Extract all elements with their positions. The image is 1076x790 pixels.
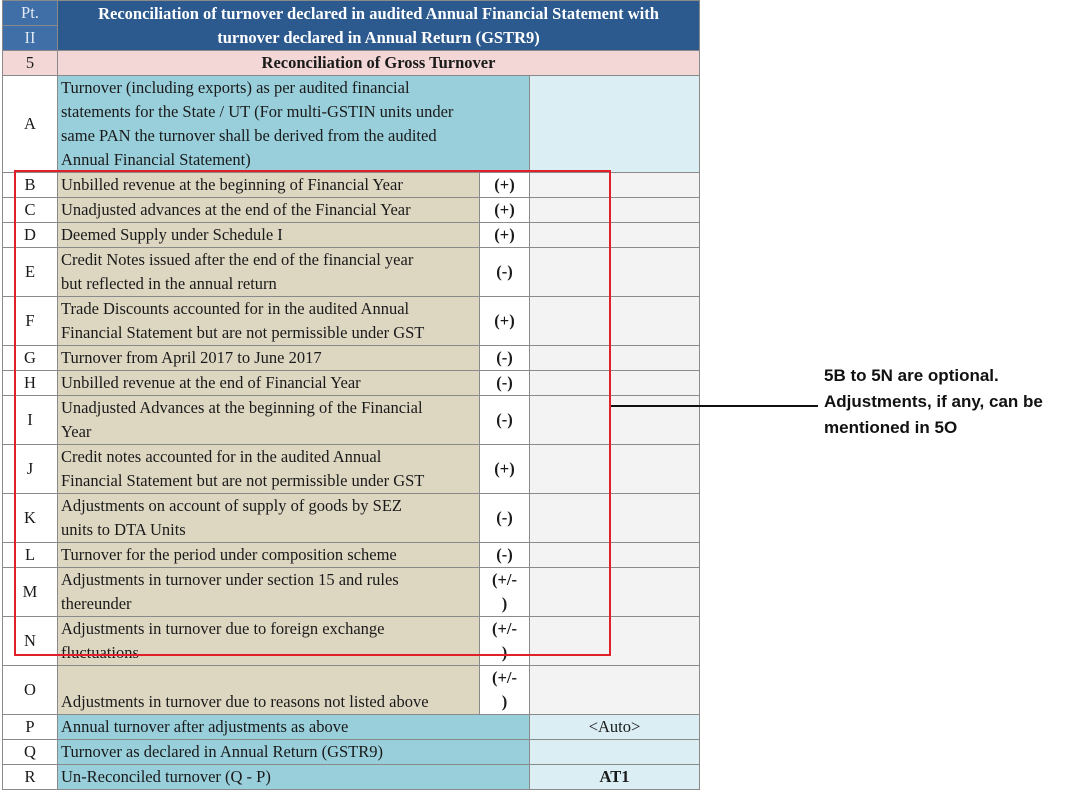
adjustment-sign: (-): [480, 371, 530, 396]
row-description-line: fluctuations: [61, 643, 139, 662]
row-description-line: Turnover from April 2017 to June 2017: [61, 348, 322, 367]
adjustment-sign: (+): [480, 173, 530, 198]
adjustment-sign: [480, 617, 530, 666]
row-letter: P: [3, 715, 58, 740]
row-value-input[interactable]: [530, 371, 700, 396]
row-letter: R: [3, 765, 58, 790]
row-description: [58, 617, 480, 666]
section-row: [3, 51, 700, 76]
pt-label: Pt.: [3, 1, 58, 26]
table-row-r: [3, 765, 700, 790]
row-description-line: Unbilled revenue at the beginning of Financial Year: [61, 175, 403, 194]
table-title: [58, 1, 700, 51]
optional-rows-note: [824, 363, 1076, 441]
table-row-b: [3, 173, 700, 198]
annotation-leader-line: [611, 405, 818, 407]
row-value[interactable]: [530, 740, 700, 765]
row-description-line: Adjustments in turnover due to foreign exchange: [61, 619, 385, 638]
row-description-line: Credit Notes issued after the end of the financial year: [61, 250, 414, 269]
table-row-f: [3, 297, 700, 346]
gross-turnover-reconciliation-table: [2, 0, 700, 790]
row-description: [58, 346, 480, 371]
row-description: [58, 445, 480, 494]
row-description: [58, 494, 480, 543]
table-row-h: [3, 371, 700, 396]
row-description: [58, 371, 480, 396]
row-description-line: units to DTA Units: [61, 520, 186, 539]
adjustment-sign: (+): [480, 223, 530, 248]
row-letter: C: [3, 198, 58, 223]
row-letter: A: [3, 76, 58, 173]
row-letter: I: [3, 396, 58, 445]
row-description: [58, 568, 480, 617]
row-value-input[interactable]: [530, 543, 700, 568]
row-letter: L: [3, 543, 58, 568]
row-description: [58, 223, 480, 248]
row-description-line: Turnover for the period under composition scheme: [61, 545, 397, 564]
row-description-line: Unadjusted advances at the end of the Financial Year: [61, 200, 411, 219]
adjustment-sign: (-): [480, 494, 530, 543]
row-description-line: Unbilled revenue at the end of Financial Year: [61, 373, 361, 392]
row-letter: Q: [3, 740, 58, 765]
row-letter: K: [3, 494, 58, 543]
row-letter: E: [3, 248, 58, 297]
table-row-d: [3, 223, 700, 248]
row-value-input[interactable]: [530, 346, 700, 371]
adjustment-sign-line: (+/-: [492, 668, 517, 687]
header-row: [3, 1, 700, 26]
row-description-line: Trade Discounts accounted for in the audited Annual: [61, 299, 410, 318]
row-value-input[interactable]: [530, 617, 700, 666]
row-description-line: Adjustments on account of supply of goods by SEZ: [61, 496, 402, 515]
note-line: mentioned in 5O: [824, 418, 958, 437]
row-description-line: Adjustments in turnover under section 15 and rules: [61, 570, 399, 589]
row-description: [58, 396, 480, 445]
row-letter: M: [3, 568, 58, 617]
adjustment-sign: (-): [480, 543, 530, 568]
table-row-k: [3, 494, 700, 543]
adjustment-sign: [480, 568, 530, 617]
row-description: Annual turnover after adjustments as above: [58, 715, 530, 740]
row-value-input[interactable]: [530, 396, 700, 445]
row-a-value[interactable]: [530, 76, 700, 173]
row-letter: J: [3, 445, 58, 494]
row-description-line: Deemed Supply under Schedule I: [61, 225, 283, 244]
row-letter: B: [3, 173, 58, 198]
adjustment-sign: (-): [480, 248, 530, 297]
row-description-line: Financial Statement but are not permissible under GST: [61, 323, 425, 342]
table-row-e: [3, 248, 700, 297]
row-value-input[interactable]: [530, 494, 700, 543]
row-description: Turnover as declared in Annual Return (GSTR9): [58, 740, 530, 765]
row-letter: D: [3, 223, 58, 248]
adjustment-sign: [480, 666, 530, 715]
table-row-g: [3, 346, 700, 371]
row-description: [58, 543, 480, 568]
row-description: Un-Reconciled turnover (Q - P): [58, 765, 530, 790]
table-row-i: [3, 396, 700, 445]
row-description-line: Financial Statement but are not permissible under GST: [61, 471, 425, 490]
row-value-input[interactable]: [530, 568, 700, 617]
row-letter: G: [3, 346, 58, 371]
table-row-j: [3, 445, 700, 494]
note-line: 5B to 5N are optional.: [824, 366, 999, 385]
row-description-line: [61, 666, 476, 690]
table-row-p: [3, 715, 700, 740]
table-row-m: [3, 568, 700, 617]
note-line: Adjustments, if any, can be: [824, 392, 1043, 411]
row-description: [58, 666, 480, 715]
row-value-input[interactable]: [530, 173, 700, 198]
row-letter: H: [3, 371, 58, 396]
row-a-line: same PAN the turnover shall be derived from the audited: [61, 126, 437, 145]
row-description-line: Year: [61, 422, 92, 441]
row-letter: F: [3, 297, 58, 346]
row-description: [58, 248, 480, 297]
row-description-line: Unadjusted Advances at the beginning of the Financial: [61, 398, 423, 417]
adjustment-sign-line: ): [501, 643, 508, 662]
section-title: Reconciliation of Gross Turnover: [58, 51, 700, 76]
row-value-input[interactable]: [530, 445, 700, 494]
pt-number: II: [3, 26, 58, 51]
adjustment-sign: (+): [480, 445, 530, 494]
table-row-c: [3, 198, 700, 223]
table-row-l: [3, 543, 700, 568]
row-description-line: but reflected in the annual return: [61, 274, 277, 293]
row-value-input[interactable]: [530, 248, 700, 297]
row-value-input[interactable]: [530, 223, 700, 248]
adjustment-sign-line: ): [501, 692, 508, 711]
row-value-input[interactable]: [530, 198, 700, 223]
adjustment-sign: (+): [480, 297, 530, 346]
row-letter: N: [3, 617, 58, 666]
row-value-input[interactable]: [530, 666, 700, 715]
row-description: [58, 297, 480, 346]
table-row-q: [3, 740, 700, 765]
row-a-description: [58, 76, 530, 173]
row-value-input[interactable]: [530, 297, 700, 346]
row-a: [3, 76, 700, 173]
table-row-o: [3, 666, 700, 715]
row-letter: O: [3, 666, 58, 715]
row-description-line: Adjustments in turnover due to reasons not listed above: [61, 692, 429, 711]
row-value[interactable]: AT1: [530, 765, 700, 790]
row-a-line: statements for the State / UT (For multi-GSTIN units under: [61, 102, 454, 121]
section-number: 5: [3, 51, 58, 76]
adjustment-sign: (+): [480, 198, 530, 223]
adjustment-sign-line: (+/-: [492, 619, 517, 638]
row-a-line: Annual Financial Statement): [61, 150, 251, 169]
adjustment-sign-line: (+/-: [492, 570, 517, 589]
row-description: [58, 173, 480, 198]
table-title-line-1: Reconciliation of turnover declared in audited Annual Financial Statement with: [98, 3, 659, 23]
row-value[interactable]: <Auto>: [530, 715, 700, 740]
adjustment-sign: (-): [480, 396, 530, 445]
row-description-line: Credit notes accounted for in the audited Annual: [61, 447, 382, 466]
row-description: [58, 198, 480, 223]
adjustment-sign: (-): [480, 346, 530, 371]
table-row-n: [3, 617, 700, 666]
row-a-line: Turnover (including exports) as per audited financial: [61, 78, 410, 97]
adjustment-sign-line: ): [501, 594, 508, 613]
row-description-line: thereunder: [61, 594, 132, 613]
table-title-line-2: turnover declared in Annual Return (GSTR9): [217, 27, 540, 47]
